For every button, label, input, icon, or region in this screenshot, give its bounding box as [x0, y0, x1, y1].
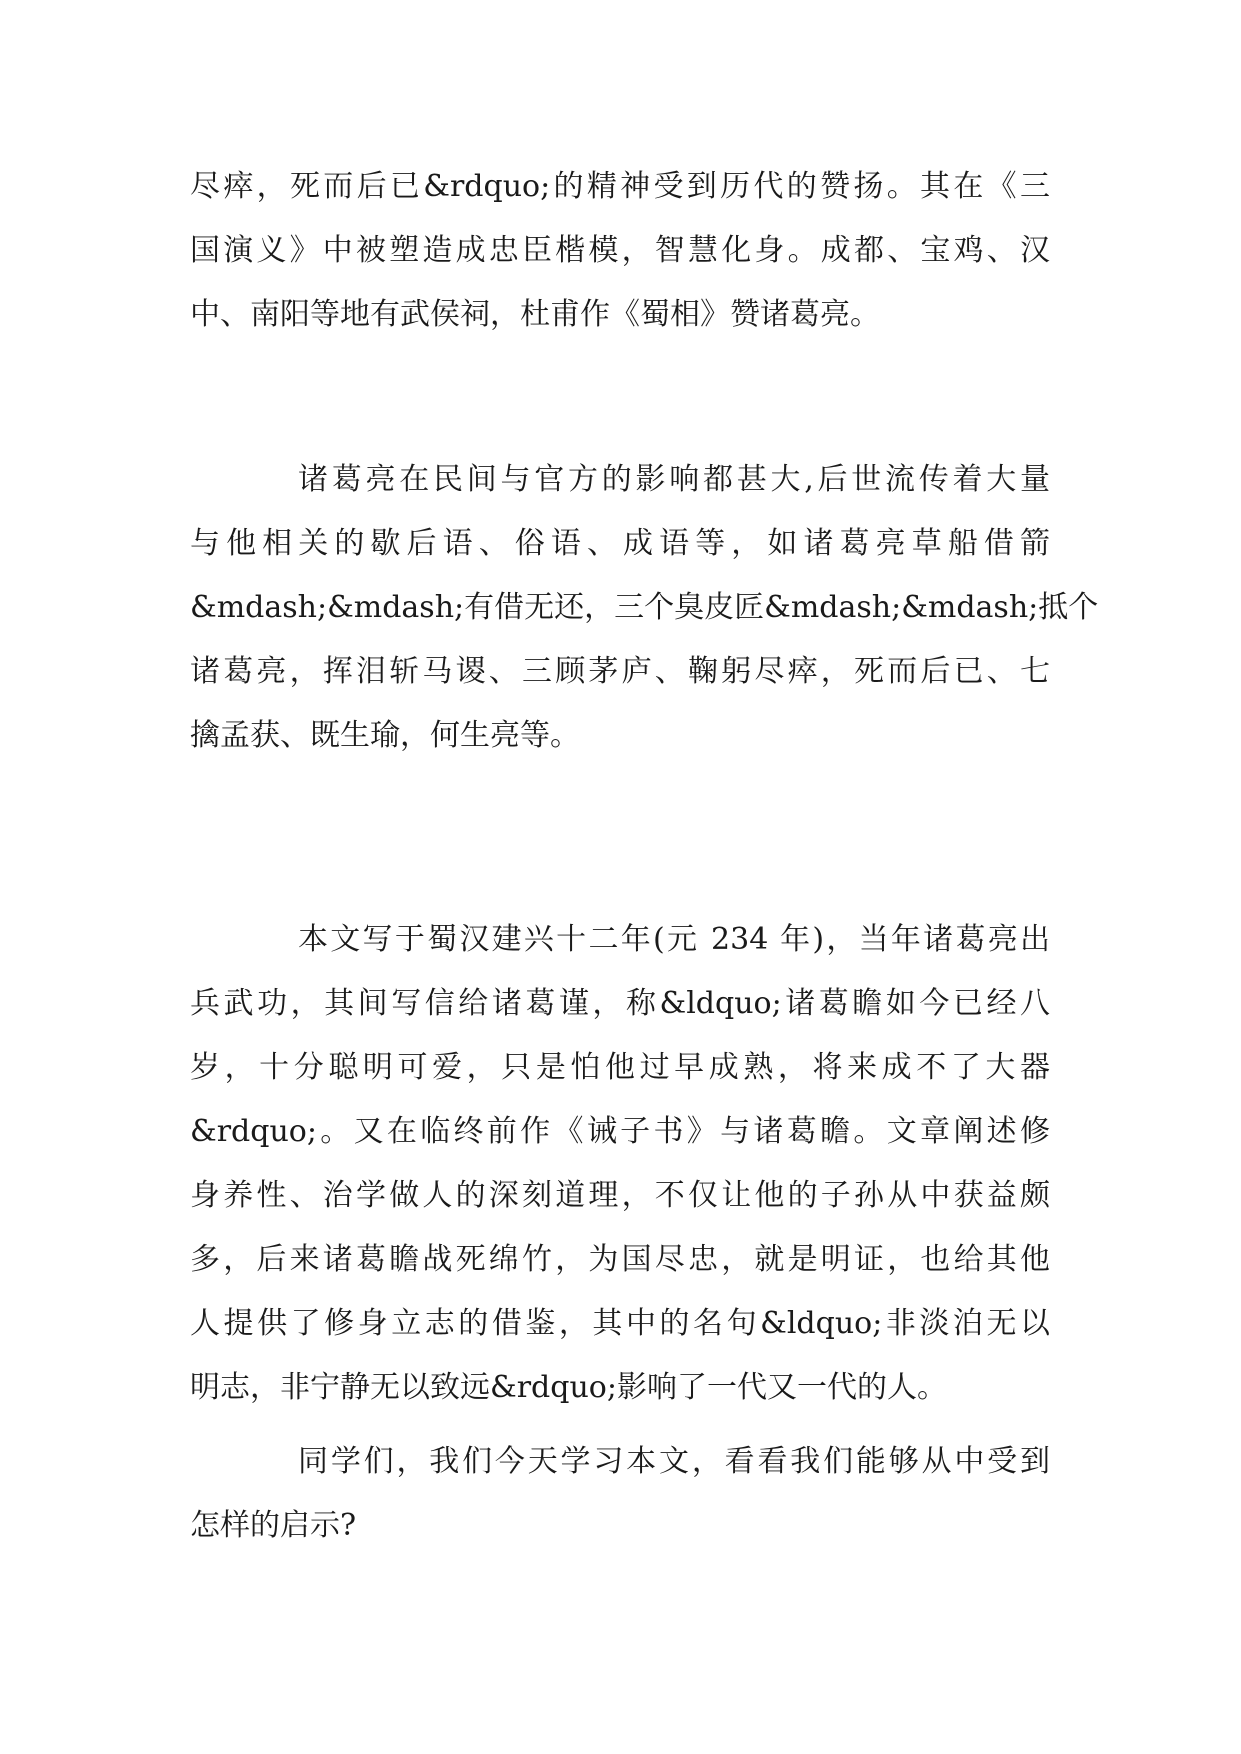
text-line: 擒孟获、既生瑜，何生亮等。: [190, 718, 580, 753]
text-line: &mdash;&mdash;有借无还，三个臭皮匠&mdash;&mdash;抵个: [190, 590, 1099, 625]
text-line: 兵武功，其间写信给诸葛谨，称&ldquo;诸葛瞻如今已经八: [190, 986, 1050, 1021]
text-line: 身养性、治学做人的深刻道理，不仅让他的子孙从中获益颇: [190, 1178, 1050, 1213]
paragraph-2: [190, 448, 1099, 768]
text-line: &rdquo;。又在临终前作《诫子书》与诸葛瞻。文章阐述修: [190, 1114, 1050, 1149]
text-line: 国演义》中被塑造成忠臣楷模，智慧化身。成都、宝鸡、汉: [190, 233, 1050, 268]
text-line: 本文写于蜀汉建兴十二年(元 234 年)，当年诸葛亮出: [298, 922, 1050, 957]
text-line: 诸葛亮在民间与官方的影响都甚大,后世流传着大量: [298, 462, 1050, 497]
text-line: 人提供了修身立志的借鉴，其中的名句&ldquo;非淡泊无以: [190, 1306, 1050, 1341]
text-line: 同学们，我们今天学习本文，看看我们能够从中受到: [298, 1444, 1050, 1479]
paragraph-3: [190, 908, 1050, 1420]
paragraph-1: [190, 155, 1050, 347]
text-line: 与他相关的歇后语、俗语、成语等，如诸葛亮草船借箭: [190, 526, 1050, 561]
text-line: 诸葛亮，挥泪斩马谡、三顾茅庐、鞠躬尽瘁，死而后已、七: [190, 654, 1050, 689]
text-line: 中、南阳等地有武侯祠，杜甫作《蜀相》赞诸葛亮。: [190, 297, 880, 332]
text-line: 岁，十分聪明可爱，只是怕他过早成熟，将来成不了大器: [190, 1050, 1050, 1085]
text-line: 尽瘁，死而后已&rdquo;的精神受到历代的赞扬。其在《三: [190, 169, 1050, 204]
text-line: 怎样的启示?: [190, 1508, 357, 1543]
text-line: 明志，非宁静无以致远&rdquo;影响了一代又一代的人。: [190, 1370, 947, 1405]
paragraph-4: [190, 1430, 1050, 1558]
text-line: 多，后来诸葛瞻战死绵竹，为国尽忠，就是明证，也给其他: [190, 1242, 1050, 1277]
